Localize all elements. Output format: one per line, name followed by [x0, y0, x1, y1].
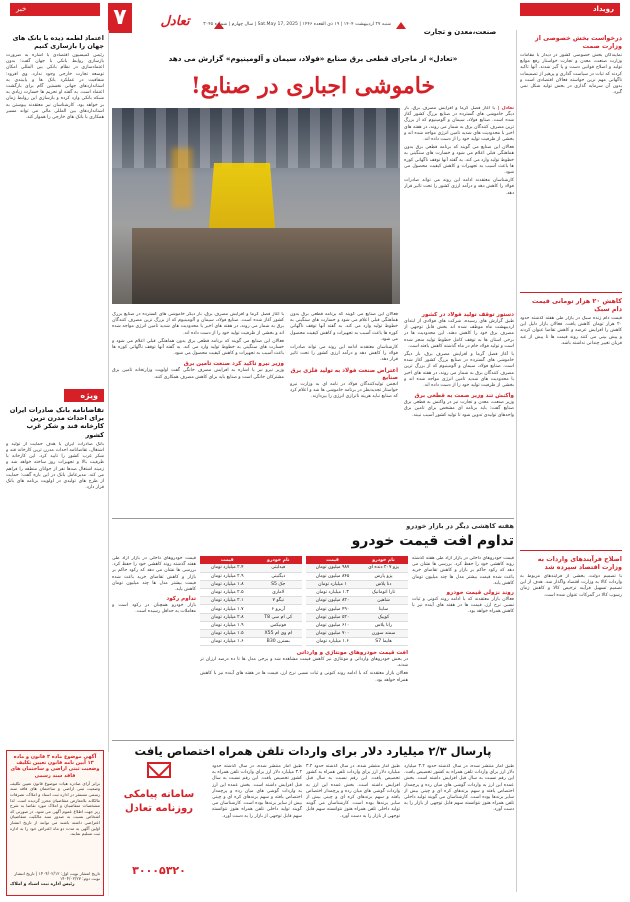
paragraph: فعالان بازار معتقدند که با ادامه روند کنونی و ثبات نسبی نرخ ارز، قیمت ها در هفته های آینده نیز با کاهش همراه خواهد بود. [200, 671, 408, 683]
paragraph: وزیر نیرو نیز با اشاره به افزایش مصرف خانگی گفت اولویت وزارتخانه تامین برق مشترکان خانگی است و صنایع باید برای کاهش مصرف همکاری کنند. [112, 368, 284, 380]
subhead: واکنش تند وزیر صمت به قطعی برق [414, 393, 514, 400]
table-row: تیگو ۷ ۲.۱ میلیارد تومان [200, 597, 302, 605]
phones-col-2 [306, 764, 400, 894]
subhead: تداوم رکود [166, 596, 196, 603]
table-row: فیدلیتی ۲.۴ میلیارد تومان [200, 564, 302, 572]
subhead: دستور توقف تولید فولاد در کشور [421, 312, 514, 318]
lead-col-2 [290, 312, 398, 512]
cars-text [412, 556, 514, 736]
paragraph: قیمت خودروهای داخلی در بازار آزاد طی هفته گذشته روند کاهشی خود را حفظ کرد. بررسی ها نشان می دهد که رکود حاکم بر بازار و کاهش تقاضای خرید باعث شده قیمت بیشتر مدل ها چند میلیون تومان کاهش یابد. [412, 556, 514, 586]
cars-bottom-text [200, 650, 408, 736]
lead-kicker: «تعادل» از ماجرای قطعی برق صنایع «فولاد، سیمان و آلومینیوم» گزارش می دهد [168, 54, 458, 63]
article-title[interactable]: تقاضانامه بانک صادرات ایران برای احداث مدرن ترین کارخانه قند و شکر غرب کشور [9, 406, 104, 439]
table-row: تارا اتوماتیک ۱.۳ میلیارد تومان [306, 589, 408, 597]
paragraph: در بخش خودروهای وارداتی و مونتاژی نیز کاهش قیمت مشاهده شد و برخی مدل ها تا ده درصد ارزان تر شدند. [200, 657, 408, 669]
subhead: روند نزولی قیمت خودرو [446, 590, 514, 597]
ad-number: ۳۰۰۰۵۳۲۰ [132, 864, 186, 877]
table-row: هایما S7 ۱.۶ میلیارد تومان [306, 638, 408, 646]
table-row: دیگنیتی ۲.۹ میلیارد تومان [200, 572, 302, 580]
subhead: اعتراض صنعت فولاد به تولید فلزی برق صنایع [290, 367, 398, 381]
table-row: دنا پلاس ۱ میلیارد تومان [306, 580, 408, 588]
paragraph: فعالان این صنایع می گویند که برنامه قطعی برق بدون هماهنگی قبلی اعلام می شود و خسارت های سنگینی به خطوط تولید وارد می کند. به گفته آنها توقف ناگهانی کوره ها باعث آسیب به تجهیزات و کاهش کیفیت محصول می شود. [290, 312, 398, 342]
phones-col-1 [404, 764, 514, 894]
paragraph: فعالان این صنایع می گویند که برنامه قطعی برق بدون هماهنگی قبلی اعلام می شود و خسارت های سنگینی به خطوط تولید وارد می کند. به گفته آنها توقف ناگهانی کوره ها باعث آسیب به تجهیزات و کاهش کیفیت محصول می شود. [404, 145, 514, 176]
lead-intro [404, 106, 514, 306]
left-column [6, 30, 104, 590]
byline: تعادل | [497, 106, 514, 111]
phones-col-3 [212, 764, 302, 894]
notice-body: برابر آرای صادره هیات موضوع قانون تعیین تکلیف وضعیت ثبتی اراضی و ساختمان های فاقد سند رسمی مستقر در اداره ثبت اسناد و املاک، تصرفات مالکانه بلامعارض متقاضیان محرز گردیده است. لذا مشخصات متقاضیان و املاک مورد تقاضا به شرح زیر جهت اطلاع عموم آگهی می شود. در صورتی که اشخاص نسبت به صدور سند مالکیت متقاضیان اعتراضی داشته باشند می توانند از تاریخ انتشار اولین آگهی به مدت دو ماه اعتراض خود را به اداره ثبت تسلیم نمایند. [10, 780, 100, 837]
article-body: بانک صادرات ایران با هدف حمایت از تولید و اشتغال، تقاضانامه احداث مدرن ترین کارخانه قند و شکر غرب کشور را تایید کرد. این کارخانه با ظرفیت بالا و تجهیزات روز ساخته خواهد شد و زمینه اشتغال صدها نفر از جوانان منطقه را فراهم می کند. مدیرعامل بانک در این باره گفت: حمایت از طرح های تولیدی در اولویت برنامه های بانک قرار دارد. [6, 441, 104, 491]
article-body: با تصمیم دولت، بخشی از فرآیندهای مربوط به واردات کالا به وزارت اقتصاد واگذار شد. هدف از این تصمیم تسهیل فرآیند ترخیص کالا و کاهش زمان رسوب کالا در گمرکات عنوان شده است. [520, 574, 622, 598]
table-row: سمند سورن ۷۰۰ میلیون تومان [306, 630, 408, 638]
article-body: نمایندگان بخش خصوصی کشور در دیدار با مقامات وزارت صنعت، معدن و تجارت خواستار رفع موانع تولید و اصلاح قوانین دست و پا گیر شدند. آنها تاکید کردند که ثبات در سیاست گذاری و پرهیز از تصمیمات ناگهانی مهم ترین خواسته فعالان اقتصادی است و بدون آن سرمایه گذاری در بخش تولید شکل نمی گیرد. [520, 53, 622, 96]
cars-title[interactable]: تداوم افت قیمت خودرو [351, 533, 514, 549]
column-header: قیمت [306, 556, 359, 564]
table-row: جک S5 ۱.۸ میلیارد تومان [200, 580, 302, 588]
table-row: آریزو ۶ ۱.۷ میلیارد تومان [200, 605, 302, 613]
factory-photo [112, 108, 400, 304]
lead-col-3 [112, 312, 284, 512]
left-kicker: رویداد [520, 3, 620, 16]
table-row: ساینا ۴۹۰ میلیون تومان [306, 605, 408, 613]
paragraph: طبق آمار منتشر شده، در سال گذشته حدود ۳.۲ میلیارد دلار ارز برای واردات تلفن همراه به کشور تخصیص یافت. این رقم نسبت به سال قبل افزایش داشته است. بخش عمده این ارز به واردات گوشی های میان رده و پرچمدار اختصاص یافته و سهم برندهای کره ای و چینی بیش از سایر برندها بوده است. کارشناسان می گویند تولید داخلی تلفن همراه هنوز نتوانسته سهم قابل توجهی از بازار را به دست آورد. [306, 764, 400, 819]
paragraph: کارشناسان معتقدند ادامه این روند می تواند صادرات فولاد را کاهش دهد و درآمد ارزی کشور را تحت تاثیر قرار دهد. [404, 178, 514, 196]
table-row: شاهین ۸۲۰ میلیون تومان [306, 597, 408, 605]
article-title[interactable]: اعتماد لطمه دیده با بانک های جهان را بازسازی کنیم [12, 34, 104, 50]
paragraph: بازار خودرو همچنان در رکود است و معاملات به حداقل رسیده است. [112, 603, 196, 615]
table-row: فونیکس ۱.۹ میلیارد تومان [200, 621, 302, 629]
table-row: ام وی ام X55 ۱.۵ میلیارد تومان [200, 630, 302, 638]
paragraph: فعالان بازار معتقدند که با ادامه روند کنونی و ثبات نسبی نرخ ارز، قیمت ها در هفته های آینده نیز با کاهش همراه خواهد بود. [412, 597, 514, 615]
article-body: رئیس کمیسیون اقتصادی با اشاره به ضرورت بازسازی روابط بانکی با جهان گفت: بدون اعتمادسازی در نظام بانکی بین المللی امکان توسعه تجارت خارجی وجود ندارد. وی افزود: شفافیت در عملکرد بانک ها و پایبندی به استانداردهای جهانی نخستین گام برای بازگشت اعتماد است. به گفته او تحریم ها خسارت زیادی به شبکه بانکی وارد کرده و بازسازی این روابط زمان بر خواهد بود. کارشناسان نیز معتقدند پیوستن به استانداردهای بین المللی مالی می تواند مسیر همکاری با بانک های خارجی را هموار کند. [6, 53, 104, 121]
cars-kicker: هفته کاهشی دیگر در بازار خودرو [406, 522, 514, 530]
paragraph: با آغاز فصل گرما و افزایش مصرف برق، بار دیگر خاموشی های گسترده در صنایع بزرگ کشور آغاز شده است. صنایع فولاد، سیمان و آلومینیوم که از بزرگ ترین مصرف کنندگان برق به شمار می روند، در هفته های اخیر با محدودیت های شدید تامین انرژی مواجه شده اند و بخشی از ظرفیت تولید خود را از دست داده اند. [404, 106, 514, 143]
section-title: صنعت،معدن و تجارت [423, 28, 497, 36]
paragraph: وزیر صنعت، معدن و تجارت نیز در واکنش به قطعی برق صنایع گفت: باید برنامه ای مشخص برای تامین برق واحدهای تولیدی تدوین شود تا تولید کشور آسیب نبیند. [404, 400, 514, 418]
triangle-icon [396, 22, 406, 29]
table-row: رانا پلاس ۶۱۰ میلیون تومان [306, 621, 408, 629]
sms-ad[interactable] [108, 752, 208, 896]
notice-signature: رئیس اداره ثبت اسناد و املاک [10, 882, 75, 887]
cars-side-text [112, 556, 196, 736]
article-title[interactable]: کاهش ۲۰ هزار تومانی قیمت دام سبک [531, 297, 622, 313]
column-header: نام خودرو [255, 556, 303, 564]
car-price-table-1 [306, 556, 408, 646]
logo: تعادل [160, 14, 190, 29]
page-number: ۷ [108, 3, 132, 33]
lead-col-1 [404, 312, 514, 512]
paragraph: قیمت خودروهای داخلی در بازار آزاد طی هفته گذشته روند کاهشی خود را حفظ کرد. بررسی ها نشان می دهد که رکود حاکم بر بازار و کاهش تقاضای خرید باعث شده قیمت بیشتر مدل ها چند میلیون تومان کاهش یابد. [112, 556, 196, 593]
page-label: خبر [10, 3, 100, 16]
legal-notice [6, 750, 104, 896]
article-body: قیمت دام زنده سبک در بازار طی هفته گذشته حدود ۲۰ هزار تومان کاهش یافت. فعالان بازار دلیل این کاهش را افزایش عرضه و کاهش تقاضا عنوان کردند و پیش بینی می کنند روند قیمت ها تا پیش از عید قربان تغییر چندانی نداشته باشد. [520, 316, 622, 346]
article-title[interactable]: درخواست بخش خصوصی از وزارت صمت [535, 34, 622, 50]
column-header: نام خودرو [359, 556, 408, 564]
ad-text: سامانه پیامکی روزنامه تعادل [123, 789, 195, 814]
paragraph: انجمن تولیدکنندگان فولاد در نامه ای به وزارت نیرو خواستار تجدیدنظر در برنامه خاموشی ها شد و اعلام کرد که صنایع نباید هزینه ناترازی انرژی را بپردازند. [290, 381, 398, 400]
car-price-table-2 [200, 556, 302, 646]
section-label: ویژه [64, 389, 104, 402]
lead-title[interactable]: خاموشی اجباری در صنایع! [190, 73, 436, 99]
table-row: کی ام سی T8 ۲.۸ میلیارد تومان [200, 613, 302, 621]
subhead: افت قیمت خودروهای مونتاژی و وارداتی [296, 650, 408, 656]
right-column [520, 30, 622, 892]
paragraph: طبق آمار منتشر شده، در سال گذشته حدود ۳.۲ میلیارد دلار ارز برای واردات تلفن همراه به کشور تخصیص یافت. این رقم نسبت به سال قبل افزایش داشته است. بخش عمده این ارز به واردات گوشی های میان رده و پرچمدار اختصاص یافته و سهم برندهای کره ای و چینی بیش از سایر برندها بوده است. کارشناسان می گویند تولید داخلی تلفن همراه هنوز نتوانسته سهم قابل توجهی از بازار را به دست آورد. [212, 764, 302, 819]
paragraph: کارشناسان معتقدند ادامه این روند می تواند صادرات فولاد را کاهش دهد و درآمد ارزی کشور را تحت تاثیر قرار دهد. [290, 345, 398, 363]
table-row: کوییک ۵۲۰ میلیون تومان [306, 613, 408, 621]
dateline: شنبه ۲۷ اردیبهشت ۱۴۰۴ | ۱۹ ذی القعده ۱۴۴۶ | Sat.May 17, 2025 | سال چهارم | شماره ۳۰۴۵ [203, 22, 391, 27]
notice-title: آگهی موضوع ماده ۳ قانون و ماده ۱۳ آیین نامه قانون تعیین تکلیف وضعیت ثبتی اراضی و ساختمان های فاقد سند رسمی [10, 754, 100, 779]
paragraph: طبق آمار منتشر شده، در سال گذشته حدود ۳.۲ میلیارد دلار ارز برای واردات تلفن همراه به کشور تخصیص یافت. این رقم نسبت به سال قبل افزایش داشته است. بخش عمده این ارز به واردات گوشی های میان رده و پرچمدار اختصاص یافته و سهم برندهای کره ای و چینی بیش از سایر برندها بوده است. کارشناسان می گویند تولید داخلی تلفن همراه هنوز نتوانسته سهم قابل توجهی از بازار را به دست آورد. [404, 764, 514, 813]
article-title[interactable]: اصلاح فرآیندهای واردات به وزارت اقتصاد سپرده شد [537, 555, 622, 571]
notice-dates: تاریخ انتشار نوبت اول: ۱۴۰۴/۰۲/۱۲ | تاریخ انتشار نوبت دوم: ۱۴۰۴/۰۲/۲۷ [14, 870, 100, 882]
phones-title[interactable]: پارسال ۲/۳ میلیارد دلار برای واردات تلفن همراه اختصاص یافت [134, 744, 492, 758]
envelope-icon [147, 762, 171, 778]
paragraph: طبق گزارش های رسیده، شرکت های فولادی از ابتدای اردیبهشت ماه موظف شده اند بخش قابل توجهی از مصرف برق خود را کاهش دهند. این محدودیت ها در برخی استان ها به توقف کامل خطوط تولید منجر شده است و تولید فولاد خام در ماه گذشته کاهش یافته است. [404, 319, 514, 349]
subhead: وزیر نیرو تاکید کرد صنعت تامین برق [183, 361, 284, 368]
paragraph: فعالان این صنایع می گویند که برنامه قطعی برق بدون هماهنگی قبلی اعلام می شود و خسارت های سنگینی به خطوط تولید وارد می کند. به گفته آنها توقف ناگهانی کوره ها باعث آسیب به تجهیزات و کاهش کیفیت محصول می شود. [112, 338, 284, 357]
table-row: لاماری ۲.۵ میلیارد تومان [200, 589, 302, 597]
table-row: پژو پارس ۸۴۵ میلیون تومان [306, 572, 408, 580]
table-row: پژو ۲۰۷ دنده ای ۹۸۷ میلیون تومان [306, 564, 408, 572]
paragraph: با آغاز فصل گرما و افزایش مصرف برق، بار دیگر خاموشی های گسترده در صنایع بزرگ کشور آغاز شده است. صنایع فولاد، سیمان و آلومینیوم که از بزرگ ترین مصرف کنندگان برق به شمار می روند، در هفته های اخیر با محدودیت های شدید تامین انرژی مواجه شده اند و بخشی از ظرفیت تولید خود را از دست داده اند. [112, 312, 284, 336]
paragraph: با آغاز فصل گرما و افزایش مصرف برق، بار دیگر خاموشی های گسترده در صنایع بزرگ کشور آغاز شده است. صنایع فولاد، سیمان و آلومینیوم که از بزرگ ترین مصرف کنندگان برق به شمار می روند، در هفته های اخیر با محدودیت های شدید تامین انرژی مواجه شده اند و بخشی از ظرفیت تولید خود را از دست داده اند. [404, 352, 514, 389]
table-row: بسترن B30 ۱.۶ میلیارد تومان [200, 638, 302, 646]
column-header: قیمت [200, 556, 255, 564]
